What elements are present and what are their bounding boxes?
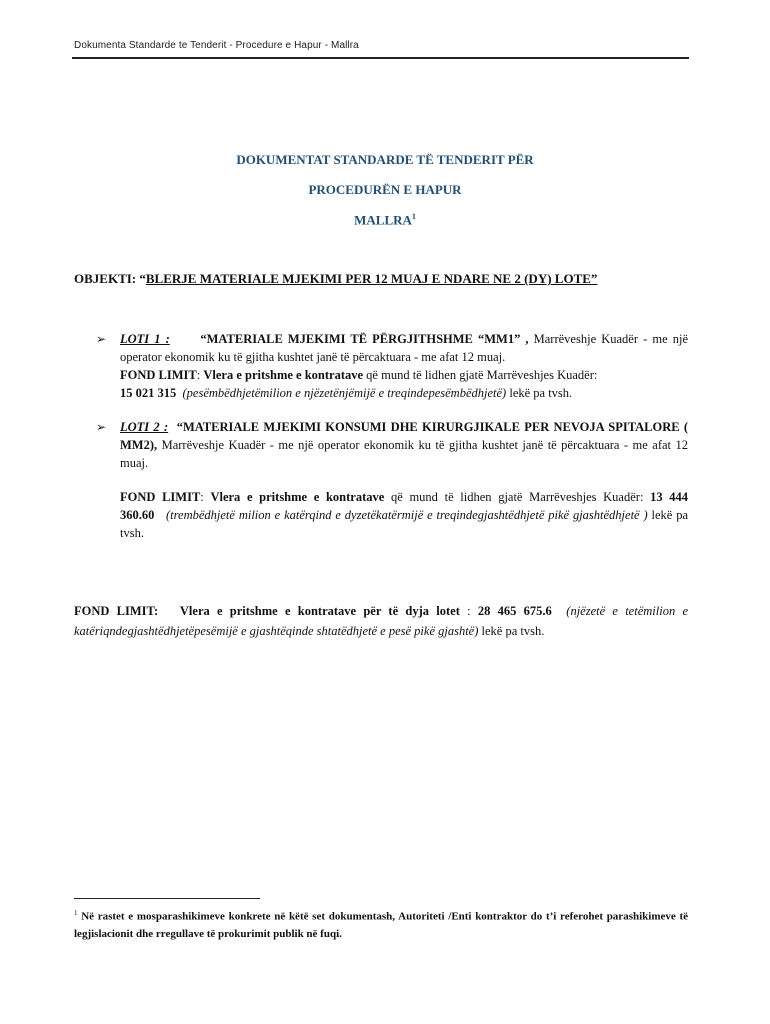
total-sep: : <box>459 604 478 618</box>
lot1-item <box>98 330 688 402</box>
total-fond-paragraph <box>74 601 688 641</box>
lot1-vlera-text: që mund të lidhen gjatë Marrëveshjes Kuadër: <box>363 368 598 382</box>
total-amount: 28 465 675.6 <box>477 604 552 618</box>
lot1-desc: Marrëveshje Kuadër - me një operator ekonomik ku të gjitha kushtet janë të përcaktuara - me afat 12 muaj. <box>120 332 688 364</box>
lot1-fond-sep: : <box>196 368 204 382</box>
lot2-item <box>98 418 688 472</box>
lot2-name: “MATERIALE MJEKIMI KONSUMI DHE KIRURGJIKALE PER NEVOJA SPITALORE ( MM2), <box>120 420 688 452</box>
footnote <box>74 905 688 943</box>
lot2-label: LOTI 2 : <box>120 420 169 434</box>
total-suffix: lekë pa tvsh. <box>478 624 545 638</box>
header-divider <box>72 57 689 59</box>
doc-title-line2: PROCEDURËN E HAPUR <box>308 182 462 197</box>
arrow-bullet-icon: ➢ <box>96 332 107 346</box>
total-fond-label: FOND LIMIT: <box>74 604 159 618</box>
total-vlera-label: Vlera e pritshme e kontratave për të dyja lotet <box>179 604 460 618</box>
lot2-fond-paragraph <box>120 488 688 542</box>
footnote-number: 1 <box>74 909 78 917</box>
lot2-desc: Marrëveshje Kuadër - me një operator ekonomik ku të gjitha kushtet janë të përcaktuara - me afat 12 muaj. <box>120 438 688 470</box>
running-header: Dokumenta Standarde te Tenderit - Procedure e Hapur - Mallra <box>74 40 359 51</box>
lot2-amount: 13 444 360.60 <box>120 490 689 522</box>
lot2-fond-sep: : <box>200 490 211 504</box>
footnote-text: Në rastet e mosparashikimeve konkrete në këtë set dokumentash, Autoriteti /Enti kontraktor do t’i referohet parashikimeve të legjislacionit dhe rregullave të prokurimit publik në fuqi. <box>74 910 688 940</box>
arrow-bullet-icon: ➢ <box>96 420 107 434</box>
objekti-text: BLERJE MATERIALE MJEKIMI PER 12 MUAJ E NDARE NE 2 (DY) LOTE” <box>145 271 598 286</box>
lot1-amount: 15 021 315 <box>120 386 177 400</box>
lot2-fond-label: FOND LIMIT <box>120 490 201 504</box>
lot2-suffix: lekë pa tvsh. <box>120 508 688 540</box>
lot1-vlera-label: Vlera e pritshme e kontratave <box>203 368 364 382</box>
doc-title-line3 <box>0 212 770 228</box>
footnote-ref: 1 <box>411 212 416 221</box>
objekti-label: OBJEKTI: “ <box>74 271 146 286</box>
footnote-divider <box>74 898 260 899</box>
lot1-name: “MATERIALE MJEKIMI TË PËRGJITHSHME “MM1” , <box>200 332 529 346</box>
lot1-fond-label: FOND LIMIT <box>120 368 197 382</box>
total-amount-words: (njëzetë e tetëmilion e katëriqndegjashtëdhjetëpesëmijë e gjashtëqinde shtatëdhjetë e pesë pikë gjashtë) <box>74 604 689 638</box>
lot2-vlera-text: që mund të lidhen gjatë Marrëveshjes Kuadër: <box>384 490 644 504</box>
lot2-vlera-label: Vlera e pritshme e kontratave <box>210 490 385 504</box>
lot2-amount-words: (trembëdhjetë milion e katërqind e dyzetëkatërmijë e treqindegjashtëdhjetë pikë gjashtëdhjetë ) <box>166 508 648 522</box>
doc-title-mallra: MALLRA <box>354 212 412 228</box>
doc-title-line1: DOKUMENTAT STANDARDE TË TENDERIT PËR <box>236 152 534 167</box>
lot1-suffix: lekë pa tvsh. <box>506 386 573 400</box>
lot1-label: LOTI 1 : <box>120 332 170 346</box>
objekti-line <box>74 271 597 287</box>
lot1-amount-words: (pesëmbëdhjetëmilion e njëzetënjëmijë e treqindepesëmbëdhjetë) <box>182 386 507 400</box>
